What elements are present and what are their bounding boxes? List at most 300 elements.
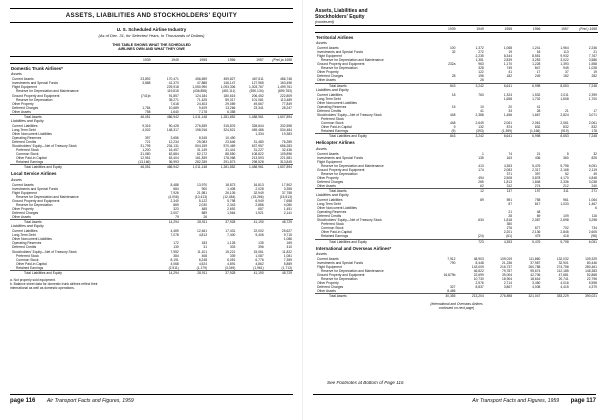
row-label: Current Assets bbox=[12, 182, 34, 187]
row-label: Other Paid-in Capital bbox=[321, 124, 352, 129]
cell-value: 2,246 bbox=[588, 46, 597, 51]
column-header-year: 1939 bbox=[123, 56, 151, 63]
cell-value: 360 bbox=[563, 155, 569, 160]
cell-value: 1,093,306 bbox=[220, 85, 236, 90]
cell-value: 109,896 bbox=[280, 152, 292, 157]
row-label: Deferred Charges bbox=[317, 285, 344, 290]
cell-value: 2,061 bbox=[588, 120, 597, 125]
row-label: Total Assets bbox=[315, 294, 428, 299]
cell-value: 249 bbox=[534, 74, 541, 79]
cell-value: 2,824 bbox=[560, 112, 569, 117]
row-label: Preferred Stock bbox=[16, 148, 39, 153]
cell-value: 130 bbox=[173, 245, 179, 250]
cell-value: 48,729 bbox=[265, 270, 293, 275]
cell-value: 7,618 bbox=[170, 101, 179, 106]
cell-value: 1,499,761 bbox=[277, 85, 292, 90]
cell-value: 418 bbox=[563, 234, 569, 239]
cell-value: 74 bbox=[508, 151, 513, 156]
row-label: Investments and Special Funds bbox=[317, 155, 363, 160]
section-heading bbox=[10, 169, 293, 178]
cell-value: 1,456 bbox=[503, 112, 513, 117]
cell-value: (1,166) bbox=[529, 128, 541, 133]
cell-value: 3,355 bbox=[283, 186, 292, 191]
cell-value: 832 bbox=[534, 124, 541, 129]
row-label: Ground Property and Equipment bbox=[12, 93, 60, 98]
cell-value: 3,298 bbox=[588, 218, 597, 223]
column-header-year: 1955 bbox=[180, 56, 208, 63]
cell-value: 7,248 bbox=[570, 134, 598, 139]
cell-value: (436,858) bbox=[192, 89, 208, 94]
cell-value: 2,605 bbox=[588, 230, 597, 235]
cell-value: 48,729 bbox=[265, 220, 293, 225]
cell-value: 42,706 bbox=[530, 273, 541, 278]
row-label: Stockholders' Equity—Net of Treasury Stock bbox=[317, 218, 382, 223]
cell-value: 889 bbox=[201, 211, 208, 216]
cell-value: 41,190 bbox=[236, 220, 264, 225]
cell-value: 100 bbox=[449, 46, 456, 51]
cell-value: 328,844 bbox=[251, 123, 264, 128]
cell-value: 1,532 bbox=[532, 92, 541, 97]
cell-value: 8,653 bbox=[541, 83, 569, 88]
row-label: Current Liabilities bbox=[12, 229, 38, 234]
cell-value: 311 bbox=[541, 189, 569, 194]
cell-value: 1,324 bbox=[503, 92, 513, 97]
cell-value: 16,457 bbox=[168, 148, 179, 153]
cell-value: 8,551 bbox=[532, 54, 541, 59]
row-label: Deferred Credits bbox=[317, 108, 342, 113]
cell-value: 410 bbox=[286, 245, 292, 250]
cell-value: 112,185 bbox=[556, 269, 569, 274]
cell-value: 108,822 bbox=[251, 152, 264, 157]
cell-value: 274,758 bbox=[556, 265, 569, 270]
cell-value: 182 bbox=[506, 74, 513, 79]
cell-value: 8,191 bbox=[170, 257, 179, 262]
cell-value: 31,227 bbox=[253, 148, 264, 153]
cell-value: 486,748 bbox=[280, 77, 292, 82]
publication-title: Air Transport Facts and Figures, 1959 bbox=[46, 398, 134, 404]
cell-value: 9,409 bbox=[198, 105, 208, 110]
cell-value: 276,839 bbox=[195, 123, 208, 128]
cell-value: 390,021 bbox=[570, 294, 598, 299]
row-label: Other Noncurrent Liabilities bbox=[317, 100, 357, 105]
cell-value: 62 bbox=[480, 183, 484, 188]
cell-value: 29,089 bbox=[225, 101, 236, 106]
cell-value: 46,822 bbox=[473, 269, 484, 274]
cell-value: 4,524 bbox=[198, 261, 208, 266]
row-label: Preferred Stock bbox=[321, 222, 344, 227]
cell-value: 15,221 bbox=[225, 249, 236, 254]
cell-value: 31 bbox=[203, 245, 208, 250]
cell-value: 2,839 bbox=[503, 58, 513, 63]
cell-value: 1,784 bbox=[142, 105, 151, 110]
cell-value: 8,653 bbox=[541, 134, 569, 139]
cell-value: 135 bbox=[258, 241, 264, 246]
cell-value: 6,998 bbox=[513, 83, 541, 88]
right-page bbox=[303, 0, 606, 420]
cell-value: 1,408 bbox=[227, 186, 236, 191]
cell-value: 280,461 bbox=[585, 265, 597, 270]
cell-value: 178 bbox=[591, 128, 597, 133]
cell-value: 172 bbox=[173, 241, 179, 246]
cell-value: 18,904 bbox=[501, 277, 513, 282]
cell-value: 1,011,148 bbox=[180, 165, 208, 170]
cell-value: 91,857 bbox=[168, 93, 179, 98]
row-label: Retained Earnings bbox=[321, 234, 349, 239]
cell-value: 12,234 bbox=[168, 139, 179, 144]
group-title: Liabilities and Equity bbox=[316, 87, 349, 92]
cell-value: 4,353 bbox=[485, 239, 513, 244]
cell-value: 469,486 bbox=[251, 127, 264, 132]
cell-value: 183 bbox=[201, 241, 208, 246]
cell-value: 324,521 bbox=[223, 127, 236, 132]
cell-value: 71,425 bbox=[196, 97, 208, 102]
cell-value: 37,928 bbox=[208, 270, 236, 275]
cell-value: 315,876 bbox=[223, 123, 236, 128]
cell-value: 26 bbox=[480, 78, 484, 83]
cell-value: 1,488,961 bbox=[236, 114, 264, 119]
group-title: Liabilities and Equity bbox=[11, 118, 44, 123]
cell-value: 132 bbox=[478, 124, 484, 129]
row-label: Stockholders' Equity—Net of Treasury Stock bbox=[12, 249, 77, 254]
row-label: Other Property bbox=[317, 175, 339, 180]
row-label: Total Liabilities and Equity bbox=[315, 134, 428, 139]
row-label: Preferred Stock bbox=[16, 253, 39, 258]
cell-value: 28,911 bbox=[180, 220, 208, 225]
cell-value: 8,448 bbox=[475, 261, 484, 266]
cell-value: 95,674 bbox=[530, 269, 541, 274]
cell-value: 8,486 bbox=[447, 289, 456, 294]
row-label: Reserve for Depreciation bbox=[321, 171, 358, 176]
cell-value: 3,586 bbox=[588, 58, 597, 63]
cell-value: 634 bbox=[478, 218, 484, 223]
cell-value: 4,008 bbox=[532, 285, 541, 290]
cell-value: 456,659 bbox=[195, 77, 208, 82]
cell-value: 3,242 bbox=[456, 134, 484, 139]
cell-value: 174 bbox=[478, 167, 484, 172]
cell-value: 448 bbox=[449, 120, 456, 125]
cell-value: 21 bbox=[508, 210, 513, 215]
cell-value: 6,248 bbox=[198, 257, 208, 262]
cell-value: 17,431 bbox=[225, 229, 236, 234]
cell-value: 5 bbox=[566, 151, 569, 156]
column-header-label bbox=[10, 56, 123, 63]
cell-value: 3,071 bbox=[588, 112, 597, 117]
row-label: Investments and Special Funds bbox=[12, 81, 58, 86]
continued-title-line: Stockholders' Equity bbox=[315, 14, 365, 20]
cell-value: 282,339 bbox=[195, 160, 208, 165]
cell-value: (1,399) bbox=[501, 128, 513, 133]
row-label: Total Assets bbox=[315, 83, 428, 88]
cell-value: 371 bbox=[506, 171, 513, 176]
row-label: Deferred Charges bbox=[12, 211, 39, 216]
cell-value: 4,891 bbox=[227, 261, 236, 266]
cell-value: 32,436 bbox=[281, 148, 292, 153]
cell-value: 48 bbox=[536, 210, 541, 215]
cell-value: 169 bbox=[286, 241, 292, 246]
cell-value: 4,068 bbox=[170, 261, 179, 266]
cell-value: 1,170 bbox=[503, 62, 513, 67]
row-label: Ground Property and Equipment bbox=[317, 273, 365, 278]
row-label: Common Stock bbox=[321, 120, 344, 125]
cell-value: 146,383 bbox=[585, 269, 597, 274]
cell-value: 3,242 bbox=[456, 83, 484, 88]
cell-value: 28 bbox=[536, 108, 541, 113]
row-label: Long-Term Debt bbox=[12, 233, 36, 238]
cell-value: 47,888 bbox=[196, 81, 208, 86]
cell-value: 1,921 bbox=[255, 211, 264, 216]
cell-value: 221,581 bbox=[280, 156, 292, 161]
cell-value: 2,136 bbox=[532, 230, 541, 235]
cell-value: 408 bbox=[201, 253, 208, 258]
cell-value: 1,607,894 bbox=[265, 114, 293, 119]
cell-value: 23,341 bbox=[253, 105, 264, 110]
cell-value: 321,047 bbox=[513, 294, 541, 299]
cell-value: 240 bbox=[591, 183, 597, 188]
cell-value: 10,689 bbox=[168, 105, 179, 110]
row-label: Deferred Charges bbox=[317, 179, 344, 184]
continued-note-line: (International and Overseas Airlines bbox=[430, 301, 483, 306]
row-label: Long-Term Debt bbox=[317, 202, 341, 207]
cell-value: 89 bbox=[480, 198, 484, 203]
cell-value: 328 bbox=[478, 66, 484, 71]
cell-value: (919) bbox=[560, 128, 569, 133]
intro-note bbox=[77, 43, 227, 52]
row-label: Flight Equipment bbox=[317, 159, 342, 164]
group-title: Liabilities and Equity bbox=[11, 224, 44, 229]
section-title: Domestic Trunk Airlines* bbox=[11, 65, 63, 71]
cell-value: 2,030 bbox=[198, 203, 208, 208]
group-title: Assets bbox=[316, 146, 327, 151]
cell-value: 15,061 bbox=[253, 249, 264, 254]
cell-value: 327 bbox=[449, 285, 456, 290]
row-label: Reserve for Depreciation and Maintenance bbox=[321, 269, 384, 274]
cell-value: 303 bbox=[229, 245, 236, 250]
cell-value: 1,607,894 bbox=[265, 165, 293, 170]
cell-value: 1,848 bbox=[532, 179, 541, 184]
cell-value: 37,928 bbox=[208, 220, 236, 225]
cell-value: 3,038 bbox=[588, 179, 597, 184]
row-label: Other Assets bbox=[317, 78, 336, 83]
cell-value: 77,849 bbox=[281, 101, 292, 106]
cell-value: 1,028 bbox=[588, 66, 597, 71]
intro-note-line: AIRLINES OWN AND WHAT THEY OWE bbox=[118, 47, 185, 52]
cell-value: 9,715 bbox=[283, 233, 292, 238]
cell-value: 2,028 bbox=[255, 186, 264, 191]
cell-value: 113 bbox=[563, 50, 569, 55]
cell-value: 8,837 bbox=[475, 285, 484, 290]
cell-value: 18,616 bbox=[530, 277, 541, 282]
cell-value: 146,147 bbox=[223, 81, 236, 86]
cell-value: 276 bbox=[506, 226, 513, 231]
cell-value: 6,949 bbox=[255, 198, 264, 203]
cell-value: 312 bbox=[506, 183, 513, 188]
cell-value: 16,813 bbox=[253, 182, 264, 187]
cell-value: 702 bbox=[563, 226, 569, 231]
row-label: Other Paid-in Capital bbox=[16, 156, 47, 161]
cell-value: 31,795 bbox=[140, 144, 151, 149]
cell-value: 6,051 bbox=[227, 257, 236, 262]
cell-value: (4,006) bbox=[168, 194, 179, 199]
cell-value: 12,951 bbox=[140, 156, 151, 161]
cell-value: 113,489 bbox=[280, 97, 292, 102]
row-label: Total Liabilities and Equity bbox=[10, 165, 123, 170]
cell-value: 17 bbox=[536, 70, 541, 75]
cell-value: 116 bbox=[591, 214, 597, 219]
cell-value: 23,646 bbox=[225, 139, 236, 144]
cell-value: 2,061 bbox=[503, 120, 513, 125]
cell-value: 163 bbox=[506, 155, 513, 160]
row-label: Total Assets bbox=[10, 220, 123, 225]
cell-value: 12,461 bbox=[196, 229, 208, 234]
cell-value: 7,400 bbox=[227, 233, 236, 238]
row-label: Investments and Special Funds bbox=[317, 50, 363, 55]
cell-value: 637,957 bbox=[251, 144, 264, 149]
cell-value: 19 bbox=[593, 70, 597, 75]
cell-value: 182 bbox=[563, 74, 569, 79]
cell-value: 313,845 bbox=[280, 160, 292, 165]
cell-value: 213,204 bbox=[456, 294, 484, 299]
cell-value: 5,869 bbox=[283, 261, 292, 266]
row-label: Other Noncurrent Liabilities bbox=[12, 237, 52, 242]
continued-note bbox=[315, 302, 598, 310]
cell-value: 1,281,852 bbox=[208, 165, 236, 170]
cell-value: 229,918 bbox=[166, 85, 179, 90]
cell-value: 31,080 bbox=[140, 152, 151, 157]
column-header-year: 1957 bbox=[236, 56, 264, 63]
column-header-year: 1956 bbox=[513, 25, 541, 32]
cell-value: 9,406 bbox=[255, 233, 264, 238]
cell-value: 1,334 bbox=[255, 131, 264, 136]
cell-value: 1,351 bbox=[475, 58, 484, 63]
cell-value: 10,490 bbox=[225, 135, 236, 140]
cell-value: (24) bbox=[477, 234, 484, 239]
row-label: Current Liabilities bbox=[12, 123, 38, 128]
cell-value: 20 bbox=[508, 104, 513, 109]
row-label: Deferred Credits bbox=[12, 139, 37, 144]
cell-value: 23,892 bbox=[140, 77, 151, 82]
cell-value: 8,344 bbox=[503, 54, 513, 59]
cell-value: 212 bbox=[563, 183, 569, 188]
cell-value: 46,051 bbox=[123, 165, 151, 170]
cell-value: 132,032 bbox=[556, 257, 569, 262]
cell-value: 749 bbox=[506, 66, 513, 71]
cell-value: 2,576 bbox=[475, 281, 484, 286]
cell-value: 475 bbox=[534, 234, 541, 239]
cell-value: 82,172 bbox=[196, 152, 208, 157]
cell-value: 48,903 bbox=[473, 257, 484, 262]
cell-value: 291,873 bbox=[223, 160, 236, 165]
cell-value: 206,452 bbox=[251, 93, 264, 98]
row-label: Other Noncurrent Liabilities bbox=[317, 206, 357, 211]
cell-value: 20,741 bbox=[558, 277, 569, 282]
row-label: Other Property bbox=[317, 281, 339, 286]
continued-title-line: Assets, Liabilities and bbox=[315, 8, 368, 14]
row-label: Other Paid-in Capital bbox=[321, 230, 352, 235]
cell-value: (393) bbox=[476, 128, 484, 133]
cell-value: 31,480 bbox=[253, 139, 264, 144]
row-label: Common Stock bbox=[16, 152, 39, 157]
cell-value: 2,508 bbox=[503, 175, 513, 180]
cell-value: 1,608 bbox=[560, 96, 569, 101]
row-label: Other Assets bbox=[12, 215, 31, 220]
cell-value: 41,370 bbox=[168, 81, 179, 86]
cell-value: 467,611 bbox=[251, 77, 264, 82]
cell-value: 5,122 bbox=[198, 198, 208, 203]
cell-value: 1,087 bbox=[255, 253, 264, 258]
table-row bbox=[10, 270, 293, 275]
cell-value: 88,550 bbox=[225, 152, 236, 157]
cell-value: (9) bbox=[451, 128, 456, 133]
row-label: Deferred Credits bbox=[12, 245, 37, 250]
cell-value: 485 bbox=[201, 207, 208, 212]
cell-value: 170,471 bbox=[166, 77, 179, 82]
column-header-year: 1956 bbox=[208, 56, 236, 63]
cell-value: 198,916 bbox=[195, 127, 208, 132]
cell-value: 869 bbox=[173, 203, 179, 208]
section-heading bbox=[315, 32, 598, 41]
row-label: Retained Earnings bbox=[16, 265, 44, 270]
cell-value: 109,329 bbox=[585, 257, 597, 262]
cell-value: 19 bbox=[508, 50, 513, 55]
page-title: ASSETS, LIABILITIES AND STOCKHOLDERS' EQUITY bbox=[65, 12, 238, 19]
see-footnotes-note: See Footnotes at Bottom of Page 116 bbox=[327, 380, 404, 385]
page-number: page 116 bbox=[10, 398, 36, 404]
table-subtitle: (As of Dec. 31, for Selected Years, In Thousands of Dollars) bbox=[98, 33, 205, 38]
row-label: Reserve for Depreciation bbox=[16, 203, 53, 208]
cell-value: 19,383 bbox=[281, 131, 292, 136]
cell-value: 5,798 bbox=[227, 198, 236, 203]
cell-value: 4,469 bbox=[170, 229, 179, 234]
cell-value: 271 bbox=[570, 189, 598, 194]
column-header-year: (Prel.) 1958 bbox=[570, 25, 598, 32]
cell-value: 7,912 bbox=[447, 257, 456, 262]
cell-value: 18 bbox=[536, 50, 541, 55]
cell-value: 4,862 bbox=[255, 261, 264, 266]
cell-value: 6,358 bbox=[227, 109, 236, 114]
cell-value: 52 bbox=[565, 171, 569, 176]
section-heading bbox=[10, 63, 293, 72]
cell-value: 723 bbox=[456, 239, 484, 244]
cell-value: 272 bbox=[478, 50, 484, 55]
cell-value: 1,086 bbox=[283, 237, 292, 242]
cell-value: 1,241 bbox=[532, 46, 541, 51]
group-title: Assets bbox=[11, 72, 22, 77]
cell-value: 1,281,852 bbox=[208, 114, 236, 119]
cell-value: 24,403 bbox=[196, 101, 208, 106]
cell-value: 109,019 bbox=[500, 257, 513, 262]
cell-value: 5,476 bbox=[513, 239, 541, 244]
section-title: Local Service Airlines bbox=[11, 171, 57, 177]
left-footer bbox=[10, 398, 134, 404]
cell-value: 22,796 bbox=[586, 277, 597, 282]
cell-value: 26 bbox=[203, 215, 208, 220]
cell-value: 163,496 bbox=[280, 81, 292, 86]
row-label: Reserve for Depreciation bbox=[321, 66, 358, 71]
row-label: Flight Equipment bbox=[317, 265, 342, 270]
cell-value: 33 bbox=[508, 108, 513, 113]
footnotes bbox=[10, 278, 293, 291]
row-label: Current Assets bbox=[317, 151, 339, 156]
table-subhead: U. S. Scheduled Airline Industry bbox=[116, 27, 187, 32]
cell-value: 17,502 bbox=[281, 182, 292, 187]
cell-value: 3,656 bbox=[170, 135, 179, 140]
cell-value: 7,926 bbox=[170, 190, 179, 195]
cell-value: 37,987 bbox=[530, 261, 541, 266]
row-label: Operating Reserves bbox=[317, 210, 347, 215]
row-label: Deferred Charges bbox=[12, 105, 39, 110]
cell-value: (15,266) bbox=[251, 194, 264, 199]
continued-title bbox=[315, 8, 598, 25]
